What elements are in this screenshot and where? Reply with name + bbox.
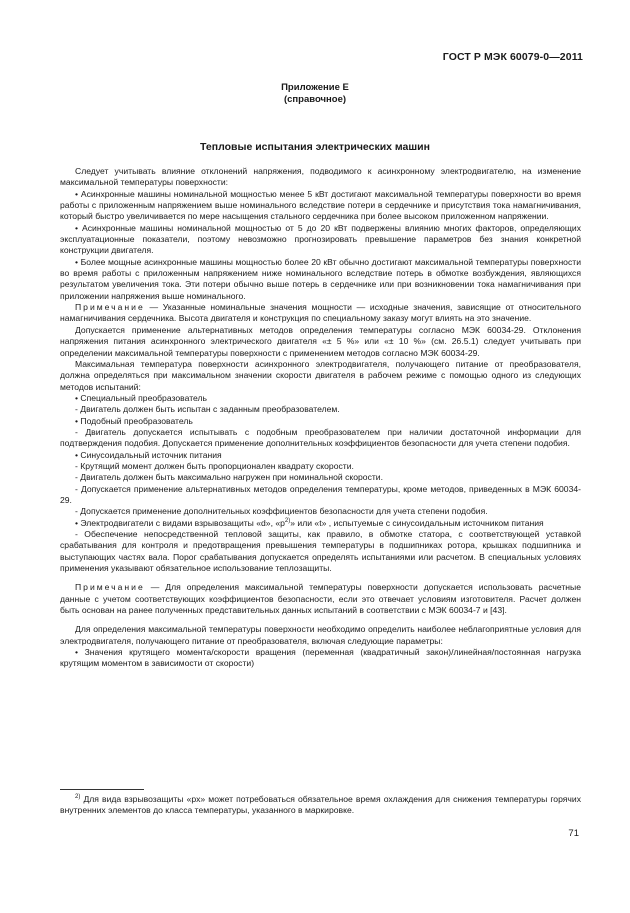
paragraph: • Более мощные асинхронные машины мощностью более 20 кВт обычно достигают максимальной температуры поверхности во время работы с приложенным напряжением ниже номинального вследствие потерь в обмотке возбуждения, являющихся результатом увеличения тока. Эти потери обычно выше потерь в сердечнике или при возникновении тока намагничивания при приложении напряжения выше номинального. <box>60 256 581 301</box>
paragraph: - Двигатель должен быть максимально нагружен при номинальной скорости. <box>75 472 383 483</box>
paragraph: • Асинхронные машины номинальной мощностью менее 5 кВт достигают максимальной температуры поверхности во время работы с приложенным напряжением выше номинального вследствие потери в сердечнике и присутствия тока намагничивания, который быстро увеличивается по мере насыщения стального сердечника при более высоком приложенном напряжении. <box>60 188 581 222</box>
paragraph-with-footnote-ref <box>60 518 581 529</box>
paragraph: - Обеспечение непосредственной тепловой защиты, как правило, в обмотке статора, с соответствующей уставкой срабатывания для контроля и предотвращения превышения температуры в подшипниках ротора, крышках подшипника и выступающих частях вала. Порог срабатывания допускается определять испытаниями или расчетом. В специальных условиях применения указывают обязательное использование теплозащиты. <box>60 529 581 574</box>
paragraph: • Подобный преобразователь <box>75 415 193 426</box>
appendix-heading <box>0 82 630 106</box>
note-label: Примечание <box>75 302 145 313</box>
paragraph: • Асинхронные машины номинальной мощностью от 5 до 20 кВт подвержены влиянию многих факторов, определяющих эксплуатационные показатели, поэтому невозможно прогнозировать превышение параметров без знания конкретной конструкции двигателя. <box>60 222 581 256</box>
paragraph: Следует учитывать влияние отклонений напряжения, подводимого к асинхронному электродвигателю, на изменение максимальной температуры поверхности: <box>60 166 581 188</box>
appendix-name: Приложение E <box>281 82 349 93</box>
paragraph: Максимальная температура поверхности асинхронного электродвигателя, получающего питание от преобразователя, должна определяться при максимальном значении скорости двигателя в рабочем режиме с помощью одного из следующих методов испытаний: <box>60 358 581 392</box>
paragraph: Для определения максимальной температуры поверхности необходимо определить наиболее неблагоприятные условия для электродвигателя, получающего питание от преобразователя, включая следующие параметры: <box>60 624 581 646</box>
footnote <box>60 794 581 817</box>
footnote-ref: 2) <box>284 517 291 524</box>
note-paragraph <box>60 302 581 325</box>
paragraph: Допускается применение альтернативных методов определения температуры согласно МЭК 60034-29. Отклонения напряжения питания асинхронного электрического двигателя «± 5 %» или «± 10 %» (см. 26.5.1) следует учитывать при определении максимальной температуры поверхности с применением методов согласно МЭК 60034-29. <box>60 324 581 358</box>
paragraph: • Значения крутящего момента/скорости вращения (переменная (квадратичный закон)/линейная/постоянная нагрузка крутящим моментом в зависимости от скорости) <box>60 647 581 669</box>
paragraph: - Двигатель допускается испытывать с подобным преобразователем при наличии достаточной информации для подтверждения подобия. Допускается применение дополнительных коэффициентов безопасности для учета степени подобия. <box>60 426 581 449</box>
paragraph: - Допускается применение дополнительных коэффициентов безопасности для учета степени подобия. <box>75 506 488 517</box>
page-number: 71 <box>568 828 579 839</box>
paragraph-part: » или «t» , испытуемые с синусоидальным источником питания <box>290 517 544 528</box>
footnote-text: Для вида взрывозащиты «px» может потребоваться обязательное время охлаждения для снижения температуры горячих внутренних элементов до класса температуры, указанного в маркировке. <box>60 794 581 816</box>
paragraph: - Двигатель должен быть испытан с заданным преобразователем. <box>75 404 340 415</box>
appendix-type: (справочное) <box>283 94 347 105</box>
paragraph: • Синусоидальный источник питания <box>75 449 222 460</box>
note-label: Примечание <box>75 582 145 593</box>
footnote-marker: 2) <box>75 794 81 801</box>
footnote-divider <box>60 789 144 790</box>
note-paragraph <box>60 582 581 616</box>
paragraph: • Специальный преобразователь <box>75 392 208 403</box>
note-text: — Указанные номинальные значения мощности — исходные значения, зависящие от относительного намагничивания сердечника. Высота двигателя и конструкция по специальному заказу могут влиять на это значение. <box>60 302 581 324</box>
standard-header: ГОСТ Р МЭК 60079-0—2011 <box>442 51 583 63</box>
document-body <box>60 166 581 670</box>
paragraph-part: • Электродвигатели с видами взрывозащиты «d», «p <box>75 517 285 528</box>
section-title: Тепловые испытания электрических машин <box>200 141 430 153</box>
paragraph: - Крутящий момент должен быть пропорционален квадрату скорости. <box>75 460 354 471</box>
paragraph: - Допускается применение альтернативных методов определения температуры, кроме методов, приведенных в МЭК 60034-29. <box>60 483 581 505</box>
note-text: — Для определения максимальной температуры поверхности допускается использовать расчетные данные с учетом соответствующих коэффициентов безопасности, если это отвечает условиям изготовителя. Расчет должен быть основан на ранее полученных представительных данных испытаний в соответствии с МЭК 60034-7 и [43]. <box>60 582 581 616</box>
